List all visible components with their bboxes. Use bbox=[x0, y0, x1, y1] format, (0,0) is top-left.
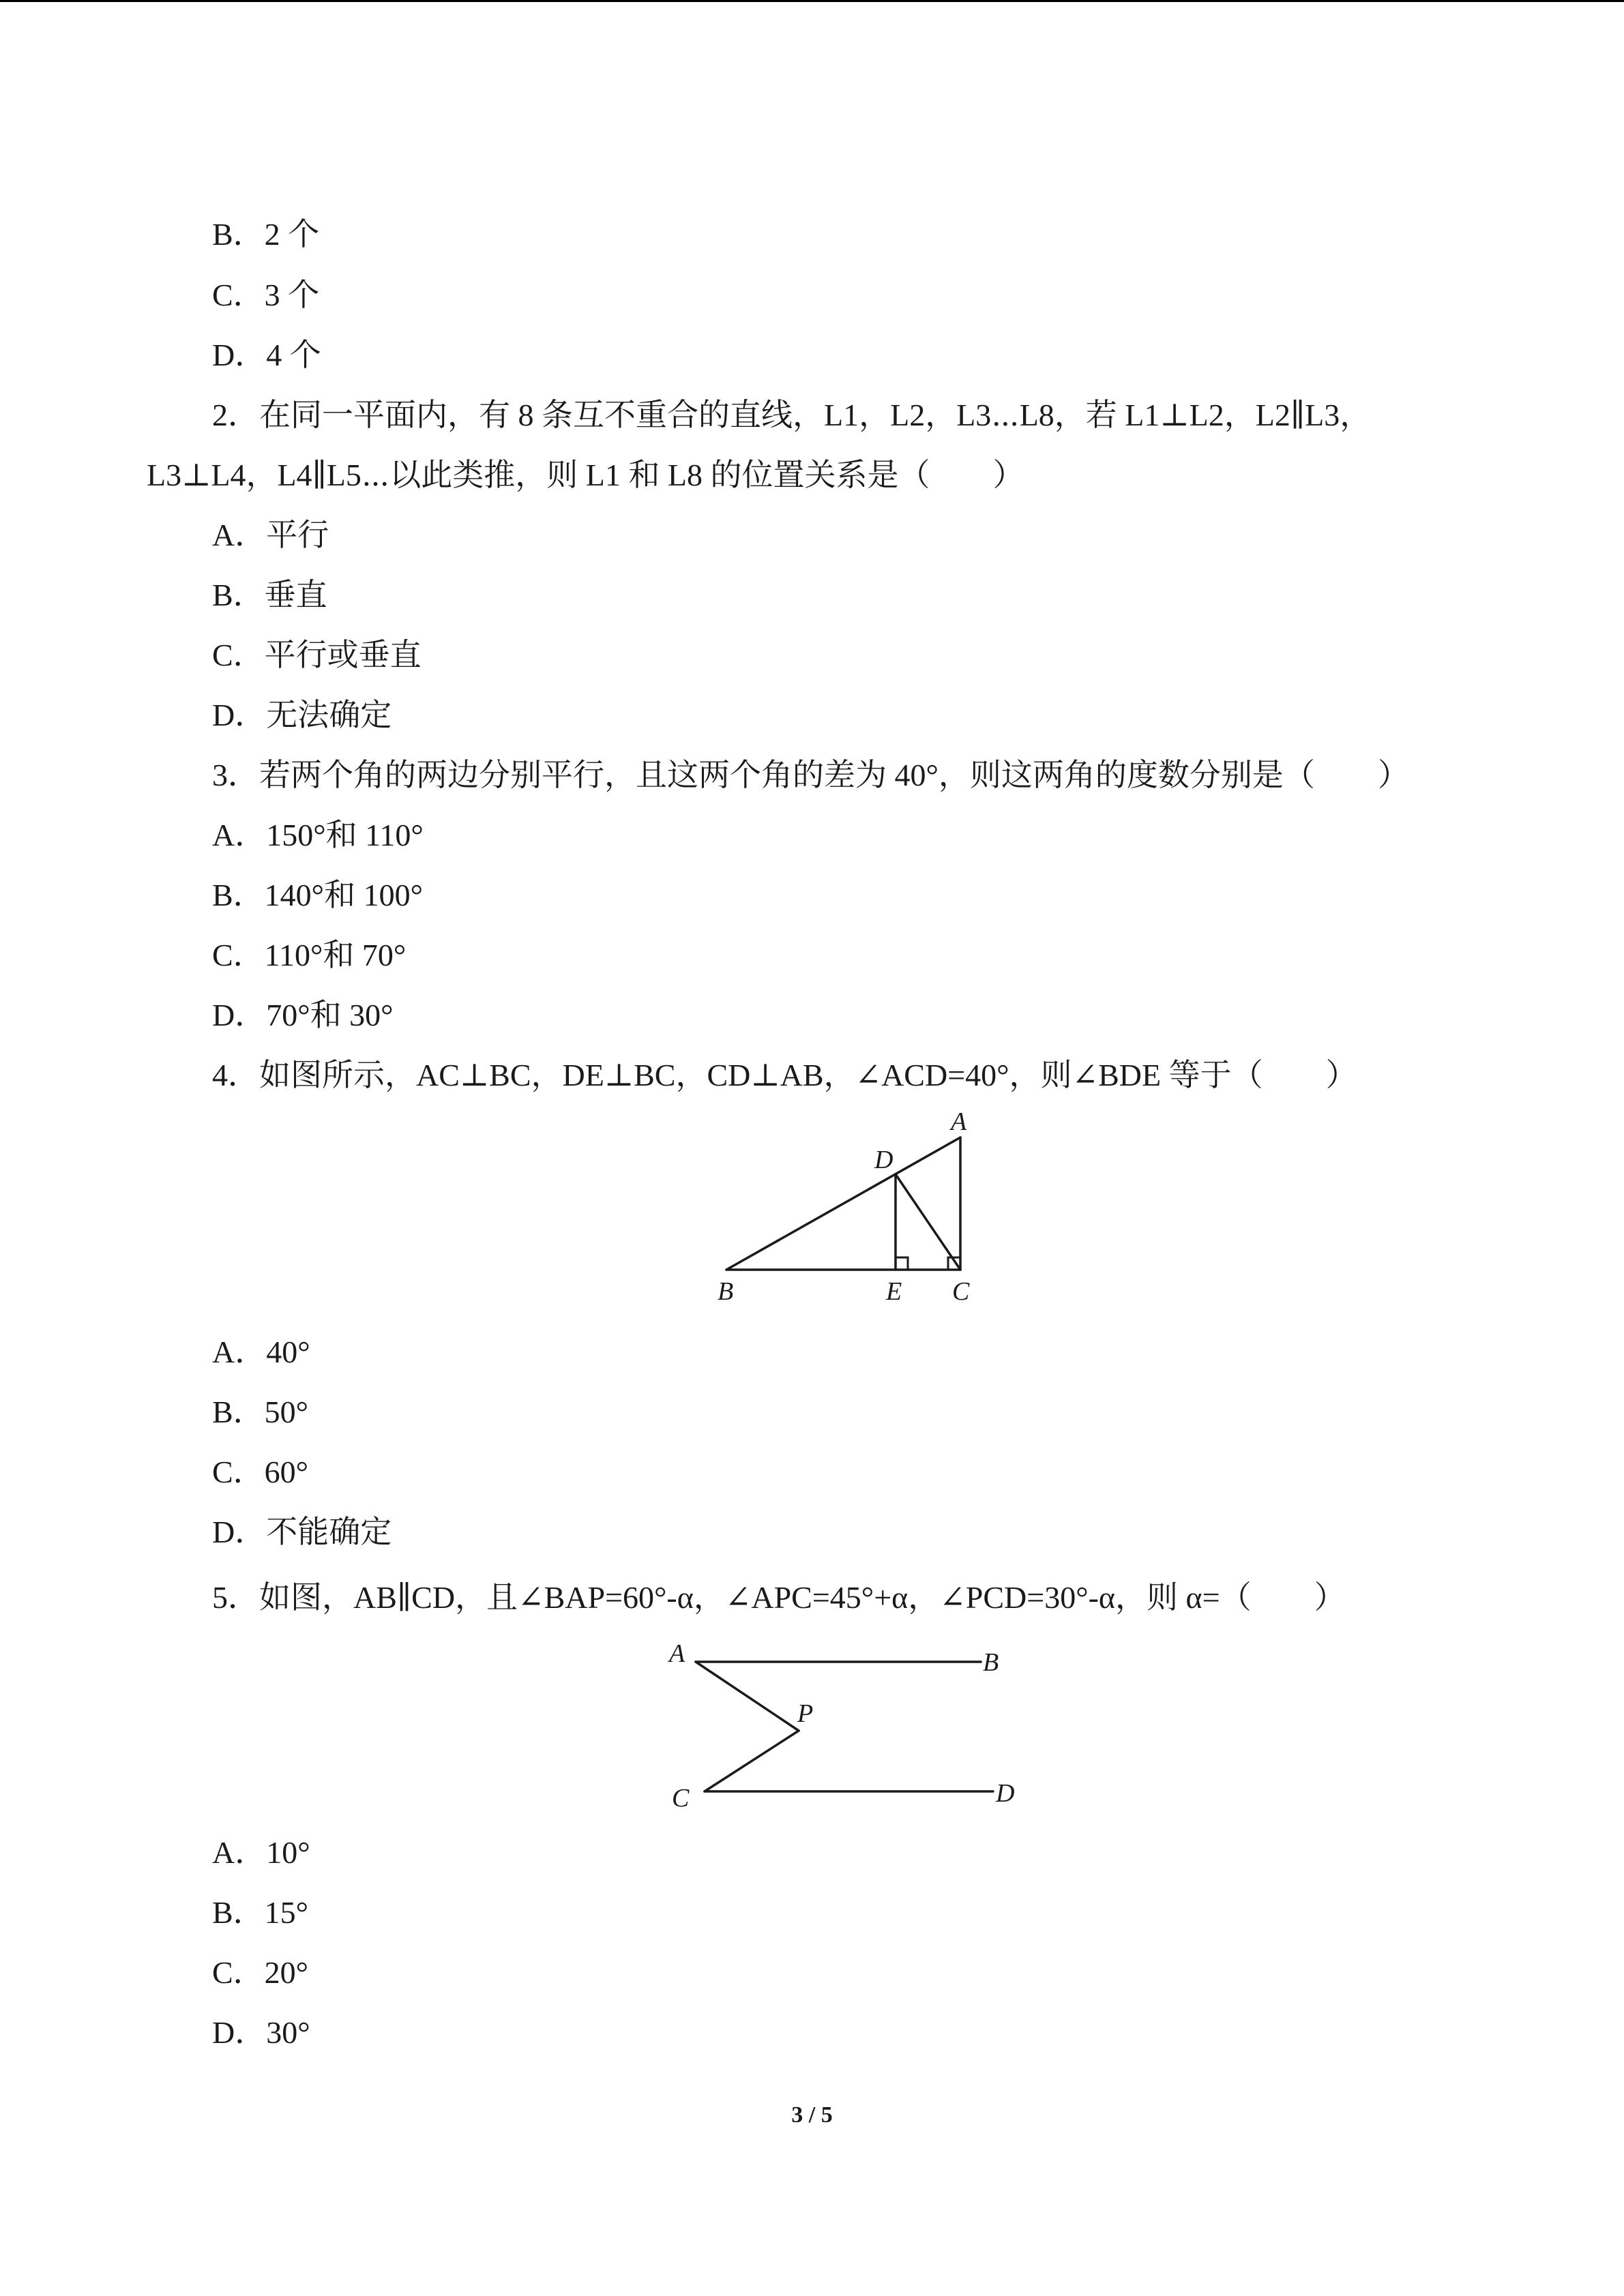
q5-figure bbox=[658, 1633, 1040, 1828]
label-e: E bbox=[886, 1277, 902, 1306]
page-number: 3 / 5 bbox=[791, 2102, 833, 2128]
q1-option-b: B．2 个 bbox=[212, 217, 320, 252]
q2-option-a: A．平行 bbox=[212, 518, 329, 552]
q4-option-c: C．60° bbox=[212, 1455, 309, 1489]
q4-stem: 4．如图所示，AC⊥BC，DE⊥BC，CD⊥AB，∠ACD=40°，则∠BDE 等于（ ） bbox=[212, 1058, 1357, 1092]
segment-ab bbox=[726, 1137, 960, 1270]
q4-option-a: A．40° bbox=[212, 1335, 310, 1369]
label-p: P bbox=[797, 1699, 814, 1728]
segment-pc bbox=[705, 1731, 799, 1791]
q4-option-d: D．不能确定 bbox=[212, 1515, 392, 1549]
label-a: A bbox=[951, 1107, 967, 1136]
q5-option-d: D．30° bbox=[212, 2015, 310, 2050]
top-border-line bbox=[0, 0, 1624, 2]
q3-option-b: B．140°和 100° bbox=[212, 878, 423, 912]
label-d: D bbox=[874, 1146, 894, 1174]
segment-dc bbox=[896, 1174, 960, 1270]
label-d: D bbox=[996, 1779, 1015, 1808]
q2-stem-line2: L3⊥L4，L4∥L5⋯以此类推，则 L1 和 L8 的位置关系是（ ） bbox=[147, 458, 1024, 492]
label-b: B bbox=[983, 1648, 999, 1677]
label-b: B bbox=[718, 1277, 734, 1306]
q1-option-d: D．4 个 bbox=[212, 338, 321, 372]
q5-stem: 5．如图，AB∥CD，且∠BAP=60°-α，∠APC=45°+α，∠PCD=30°-α，则 α=（ ） bbox=[212, 1580, 1346, 1615]
label-c: C bbox=[672, 1784, 690, 1813]
q2-option-d: D．无法确定 bbox=[212, 698, 392, 732]
q4-option-b: B．50° bbox=[212, 1395, 309, 1429]
label-c: C bbox=[952, 1277, 970, 1306]
q3-option-d: D．70°和 30° bbox=[212, 998, 394, 1032]
label-a: A bbox=[669, 1639, 685, 1668]
q3-stem: 3．若两个角的两边分别平行，且这两个角的差为 40°，则这两角的度数分别是（ ） bbox=[212, 758, 1409, 792]
q2-option-c: C．平行或垂直 bbox=[212, 638, 422, 672]
segment-ap bbox=[696, 1662, 799, 1731]
q5-option-b: B．15° bbox=[212, 1895, 309, 1930]
q3-option-c: C．110°和 70° bbox=[212, 938, 407, 972]
right-angle-mark-e bbox=[896, 1257, 908, 1270]
q3-option-a: A．150°和 110° bbox=[212, 818, 424, 852]
q1-option-c: C．3 个 bbox=[212, 278, 320, 312]
q5-option-a: A．10° bbox=[212, 1835, 310, 1870]
q5-option-c: C．20° bbox=[212, 1955, 309, 1990]
q2-option-b: B．垂直 bbox=[212, 578, 327, 612]
q2-stem-line1: 2．在同一平面内，有 8 条互不重合的直线，L1，L2，L3⋯L8，若 L1⊥L2，L2∥L3， bbox=[212, 398, 1372, 432]
q4-figure bbox=[709, 1101, 1009, 1309]
